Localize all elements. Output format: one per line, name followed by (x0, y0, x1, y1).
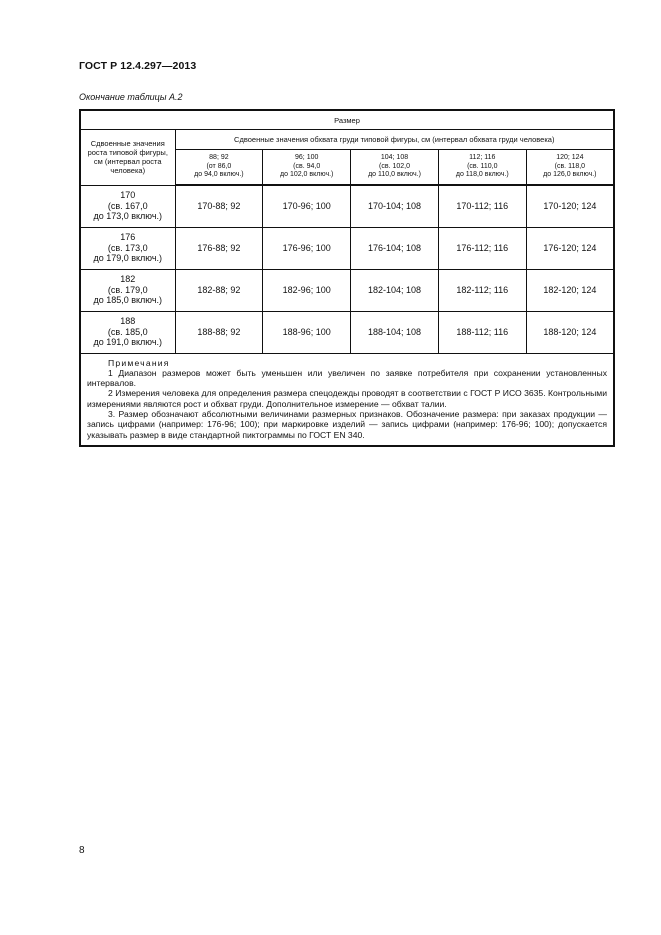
chest-column-header (526, 150, 614, 186)
notes-block (80, 353, 614, 446)
chest-header: Сдвоенные значения обхвата груди типовой фигуры, см (интервал обхвата груди человека) (175, 130, 614, 150)
size-cell: 182-104; 108 (351, 269, 439, 311)
note-item: 2 Измерения человека для определения размера спецодежды проводят в соответствии с ГОСТ Р ИСО 3635. Контрольными измерениями являются рост и обхват груди. Дополнительное измерение — обхват талии. (87, 388, 607, 409)
chest-value: 104; 108 (380, 154, 409, 162)
chest-range-to: до 110,0 включ.) (368, 171, 421, 179)
chest-value: 96; 100 (295, 154, 319, 162)
height-range-to: до 179,0 включ.) (93, 253, 163, 264)
note-item: 1 Диапазон размеров может быть уменьшен или увеличен по заявке потребителя при сохранении установленных интервалов. (87, 367, 607, 389)
chest-range-from: (св. 102,0 (379, 162, 410, 170)
height-value: 182 (120, 273, 136, 284)
size-cell: 182-112; 116 (438, 269, 526, 311)
chest-column-header (351, 150, 439, 186)
size-cell: 188-88; 92 (175, 311, 263, 353)
height-range-to: до 173,0 включ.) (93, 211, 163, 222)
height-cell (80, 269, 175, 311)
size-cell: 170-120; 124 (526, 185, 614, 227)
size-cell: 182-88; 92 (175, 269, 263, 311)
height-value: 176 (120, 231, 136, 242)
size-cell: 182-120; 124 (526, 269, 614, 311)
table-row (80, 227, 614, 269)
size-cell: 170-104; 108 (351, 185, 439, 227)
size-cell: 188-120; 124 (526, 311, 614, 353)
height-column-header: Сдвоенные значения роста типовой фигуры, см (интервал роста человека) (80, 130, 175, 186)
size-cell: 176-112; 116 (438, 227, 526, 269)
height-cell (80, 185, 175, 227)
size-table (79, 109, 615, 447)
height-range-from: (св. 179,0 (107, 284, 148, 295)
chest-value: 120; 124 (556, 154, 584, 162)
chest-range-from: (св. 118,0 (554, 162, 586, 170)
chest-range-to: до 118,0 включ.) (455, 171, 509, 179)
chest-value: 112; 116 (469, 154, 496, 162)
size-cell: 170-96; 100 (263, 185, 351, 227)
size-cell: 176-88; 92 (175, 227, 263, 269)
table-caption: Окончание таблицы А.2 (79, 92, 183, 102)
height-range-from: (св. 167,0 (107, 200, 148, 211)
height-range-to: до 185,0 включ.) (93, 295, 163, 306)
size-cell: 170-112; 116 (438, 185, 526, 227)
size-cell: 170-88; 92 (175, 185, 263, 227)
height-range-to: до 191,0 включ.) (93, 337, 163, 348)
size-cell: 188-112; 116 (438, 311, 526, 353)
document-header: ГОСТ Р 12.4.297—2013 (79, 60, 197, 72)
table-row (80, 185, 614, 227)
chest-range-to: до 94,0 включ.) (194, 171, 244, 179)
table-row (80, 311, 614, 353)
size-cell: 188-96; 100 (263, 311, 351, 353)
chest-column-header (175, 150, 263, 186)
table-row (80, 269, 614, 311)
chest-column-header (438, 150, 526, 186)
size-cell: 188-104; 108 (351, 311, 439, 353)
chest-column-header (263, 150, 351, 186)
chest-range-from: (св. 94,0 (293, 162, 321, 170)
height-range-from: (св. 173,0 (107, 242, 148, 253)
chest-range-to: до 102,0 включ.) (280, 171, 334, 179)
height-cell (80, 311, 175, 353)
notes-title: Примечания (108, 357, 170, 368)
size-cell: 176-96; 100 (263, 227, 351, 269)
chest-range-from: (св. 110,0 (467, 162, 498, 170)
size-cell: 182-96; 100 (263, 269, 351, 311)
chest-value: 88; 92 (209, 154, 229, 162)
notes-row (80, 353, 614, 446)
size-cell: 176-104; 108 (351, 227, 439, 269)
size-header: Размер (80, 110, 614, 130)
height-cell (80, 227, 175, 269)
height-range-from: (св. 185,0 (107, 326, 148, 337)
height-value: 188 (120, 315, 136, 326)
note-item: 3. Размер обозначают абсолютными величинами размерных признаков. Обозначение размера: при заказах продукции — запись цифрами (например: 176-96; 100); при маркировке изделий — запись цифрами (например: 176-96; 100); допускается указывать размер в виде стандартной пиктограммы по ГОСТ EN 340. (87, 409, 607, 440)
size-cell: 176-120; 124 (526, 227, 614, 269)
height-value: 170 (120, 189, 136, 200)
page-number: 8 (79, 845, 85, 856)
chest-range-to: до 126,0 включ.) (543, 171, 597, 179)
chest-range-from: (от 86,0 (206, 162, 232, 170)
